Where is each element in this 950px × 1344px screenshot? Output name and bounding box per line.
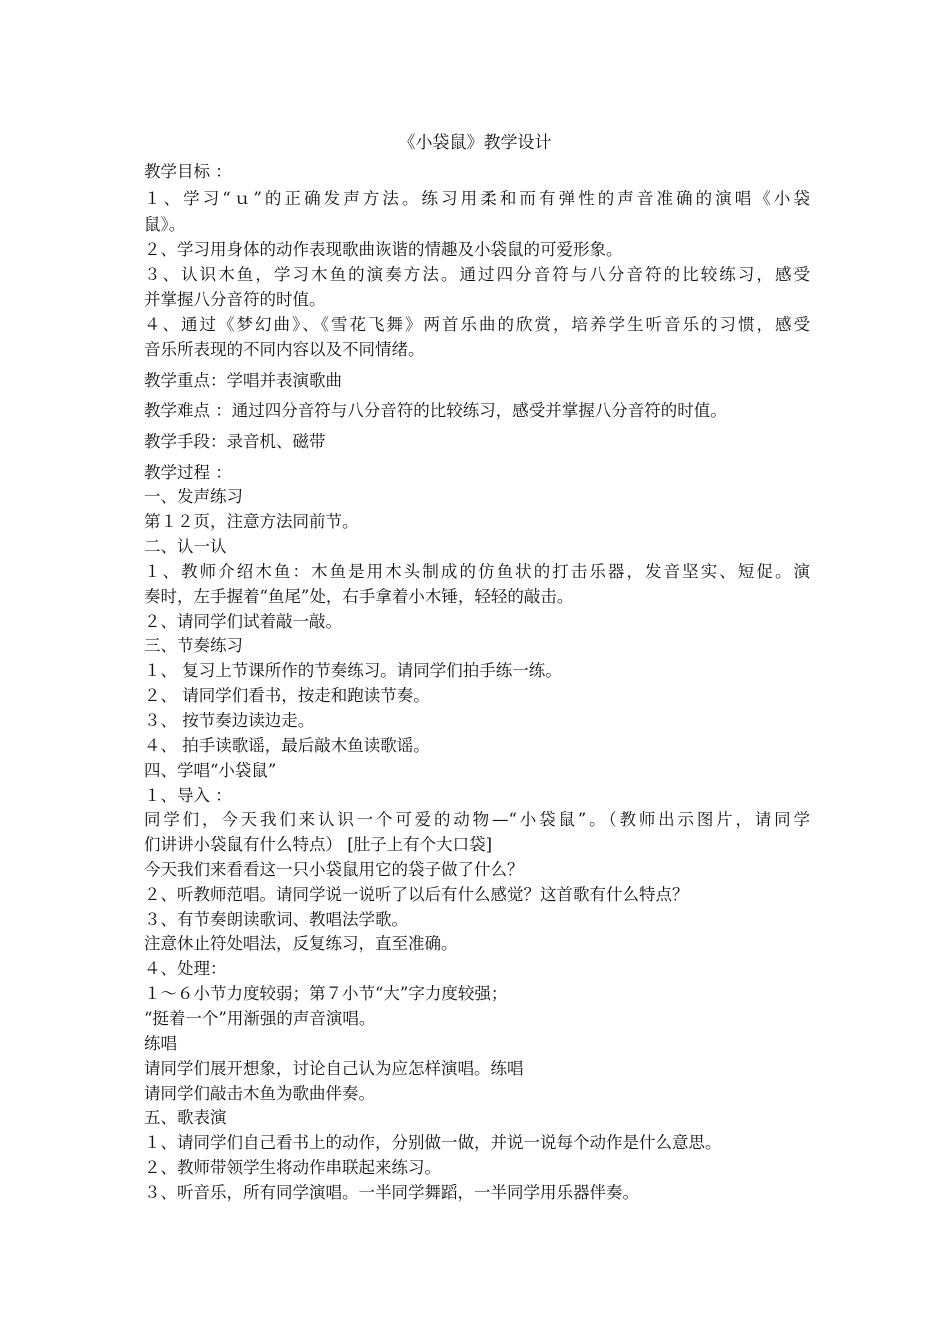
paragraph-line: ２、学习用身体的动作表现歌曲诙谐的情趣及小袋鼠的可爱形象。	[144, 240, 623, 259]
paragraph-line: 请同学们展开想象，讨论自己认为应怎样演唱。练唱	[144, 1059, 524, 1078]
paragraph-line: 并掌握八分音符的时值。	[144, 290, 326, 309]
paragraph-line: ３、听音乐，所有同学演唱。一半同学舞蹈，一半同学用乐器伴奏。	[144, 1183, 639, 1202]
paragraph-line: 鼠》。	[144, 215, 186, 234]
paragraph-line: 请同学们敲击木鱼为歌曲伴奏。	[144, 1084, 375, 1103]
paragraph-line: 练唱	[144, 1034, 177, 1053]
section-heading-key-point: 教学重点：学唱并表演歌曲	[144, 371, 342, 390]
paragraph-line: １、 复习上节课所作的节奏练习。请同学们拍手练一练。	[144, 661, 562, 680]
paragraph-line: 们讲讲小袋鼠有什么特点） [肚子上有个大口袋]	[144, 835, 493, 854]
document-title: 《小袋鼠》教学设计	[398, 133, 552, 153]
paragraph-line: １～６小节力度较弱；第７小节“大”字力度较强；	[144, 984, 508, 1003]
paragraph-line: ２、请同学们试着敲一敲。	[144, 612, 342, 631]
subsection-heading: 五、歌表演	[144, 1108, 227, 1127]
paragraph-line: ２、教师带领学生将动作串联起来练习。	[144, 1158, 441, 1177]
section-heading-process: 教学过程 ：	[144, 463, 232, 482]
paragraph-line: ４、通过《梦幻曲》、《雪花飞舞》两首乐曲的欣赏，培养学生听音乐的习惯，感受	[144, 315, 810, 334]
paragraph-line: ２、听教师范唱。请同学说一说听了以后有什么感觉？这首歌有什么特点？	[144, 885, 689, 904]
paragraph-line: １、学习“ｕ”的正确发声方法。练习用柔和而有弹性的声音准确的演唱《小袋	[144, 189, 810, 208]
paragraph-line: 今天我们来看看这一只小袋鼠用它的袋子做了什么？	[144, 860, 524, 879]
paragraph-line: １、教师介绍木鱼：木鱼是用木头制成的仿鱼状的打击乐器，发音坚实、短促。演	[144, 562, 810, 581]
subsection-heading: 三、节奏练习	[144, 636, 243, 655]
paragraph-line: ４、 拍手读歌谣，最后敲木鱼读歌谣。	[144, 736, 430, 755]
paragraph-line: 奏时，左手握着“鱼尾”处，右手拿着小木锤，轻轻的敲击。	[144, 587, 574, 606]
paragraph-line: ３、有节奏朗读歌词、教唱法学歌。	[144, 910, 408, 929]
paragraph-line: 同学们，今天我们来认识一个可爱的动物—“小袋鼠”。（教师出示图片，请同学	[144, 810, 810, 829]
paragraph-line: １、导入 ：	[144, 786, 232, 805]
paragraph-line: 第１２页，注意方法同前节。	[144, 512, 359, 531]
section-heading-goals: 教学目标 ：	[144, 162, 232, 181]
paragraph-line: ２、 请同学们看书，按走和跑读节奏。	[144, 686, 430, 705]
paragraph-line: １、请同学们自己看书上的动作，分别做一做，并说一说每个动作是什么意思。	[144, 1133, 722, 1152]
section-heading-difficulty: 教学难点 ：通过四分音符与八分音符的比较练习，感受并掌握八分音符的时值。	[144, 401, 727, 420]
section-heading-tools: 教学手段：录音机、磁带	[144, 432, 326, 451]
subsection-heading: 二、认一认	[144, 537, 227, 556]
paragraph-line: ３、 按节奏边读边走。	[144, 711, 315, 730]
paragraph-line: 注意休止符处唱法，反复练习，直至准确。	[144, 934, 458, 953]
paragraph-line: ４、处理：	[144, 959, 227, 978]
paragraph-line: ３、认识木鱼，学习木鱼的演奏方法。通过四分音符与八分音符的比较练习，感受	[144, 265, 810, 284]
subsection-heading: 一、发声练习	[144, 487, 243, 506]
paragraph-line: 音乐所表现的不同内容以及不同情绪。	[144, 340, 425, 359]
paragraph-line: “挺着一个”用渐强的声音演唱。	[144, 1009, 376, 1028]
subsection-heading: 四、学唱“小袋鼠”	[144, 761, 277, 780]
